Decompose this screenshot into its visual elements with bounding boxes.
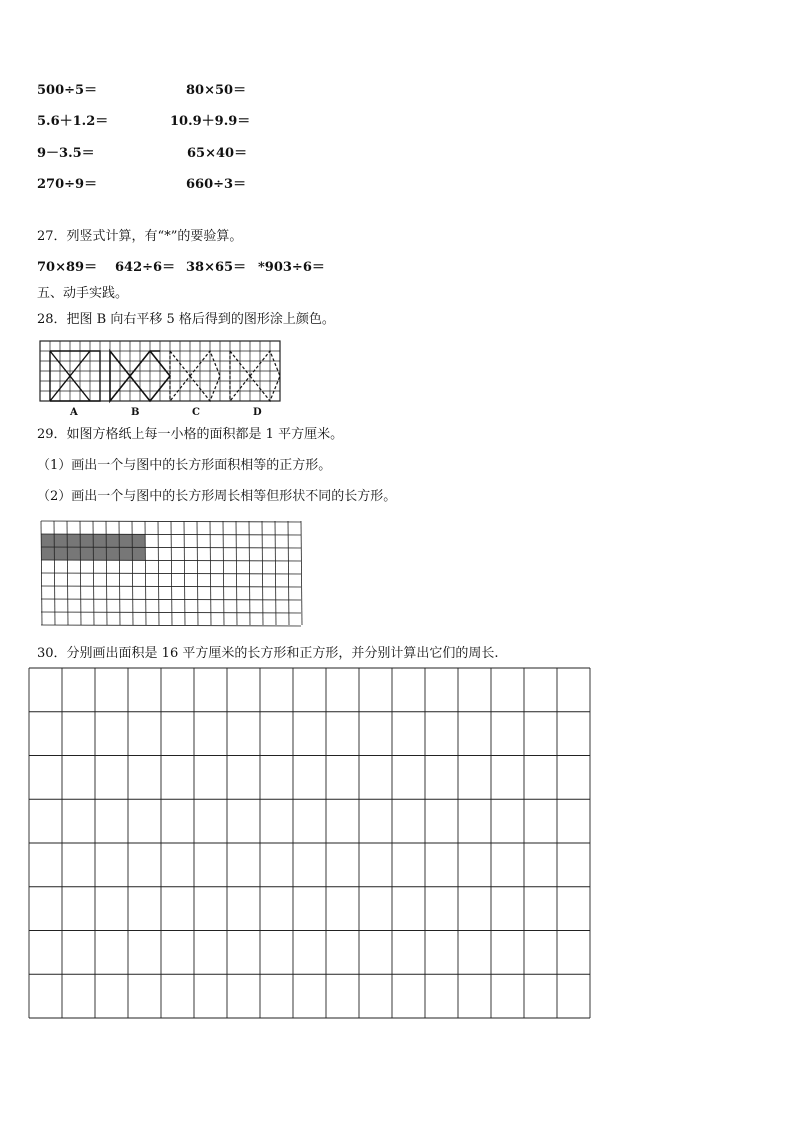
shape-d (230, 351, 280, 401)
calc-4-right: 660÷3＝ (186, 177, 247, 192)
q28-title: 28．把图 B 向右平移 5 格后得到的图形涂上颜色。 (37, 312, 335, 327)
calc-4-left: 270÷9＝ (37, 177, 98, 192)
calc-2-left: 5.6＋1.2＝ (37, 114, 109, 129)
calc-2-right: 10.9＋9.9＝ (170, 114, 251, 129)
label-a: A (70, 407, 78, 418)
calc-1-right: 80×50＝ (186, 83, 247, 98)
q27-item-4: *903÷6＝ (258, 260, 325, 275)
shape-a (50, 351, 60, 401)
q29-sub1: （1）画出一个与图中的长方形面积相等的正方形。 (37, 458, 332, 473)
q29-sub2: （2）画出一个与图中的长方形周长相等但形状不同的长方形。 (37, 489, 397, 504)
calc-3-left: 9－3.5＝ (37, 146, 95, 161)
label-b: B (131, 407, 140, 418)
label-c: C (192, 407, 200, 418)
q27-item-3: 38×65＝ (186, 260, 247, 275)
section-title: 五、动手实践。 (37, 286, 129, 301)
q27-item-1: 70×89＝ (37, 260, 98, 275)
shape-c (170, 351, 220, 401)
q29-grid (40, 520, 305, 628)
calc-3-right: 65×40＝ (187, 146, 248, 161)
shape-a (50, 351, 100, 401)
q30-title: 30．分别画出面积是 16 平方厘米的长方形和正方形，并分别计算出它们的周长. (37, 646, 499, 661)
q28-grid-figure (38, 339, 282, 405)
q27-title: 27．列竖式计算，有“*”的要验算。 (37, 229, 243, 244)
calc-1-left: 500÷5＝ (37, 83, 98, 98)
q27-item-2: 642÷6＝ (115, 260, 176, 275)
label-d: D (253, 407, 262, 418)
q30-grid (28, 667, 592, 1019)
q29-title: 29．如图方格纸上每一小格的面积都是 1 平方厘米。 (37, 427, 344, 442)
